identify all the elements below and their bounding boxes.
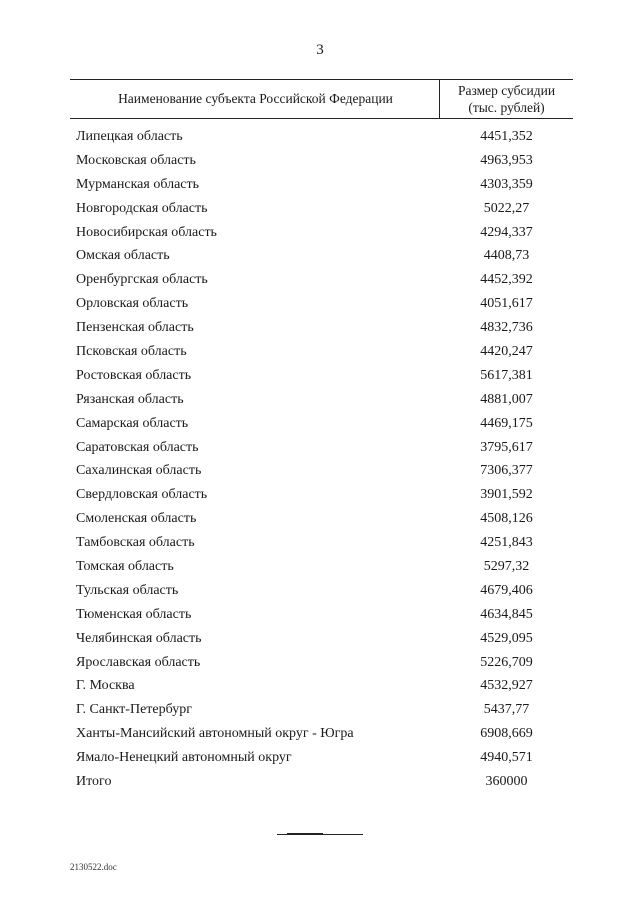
subsidy-value: 360000	[485, 773, 528, 789]
region-name: Тюменская область	[76, 606, 192, 622]
subsidy-value: 4451,352	[480, 128, 533, 144]
region-name: Г. Санкт-Петербург	[76, 702, 192, 718]
table-row	[70, 579, 573, 603]
table-row	[70, 507, 573, 531]
region-name: Оренбургская область	[76, 272, 208, 288]
region-name: Смоленская область	[76, 511, 197, 527]
subsidy-value: 4532,927	[480, 678, 533, 694]
table-row	[70, 627, 573, 651]
table-row	[70, 555, 573, 579]
table-row	[70, 173, 573, 197]
column-header-value-line1: Размер субсидии	[457, 83, 556, 98]
table-row	[70, 364, 573, 388]
table-row	[70, 770, 573, 794]
table-row	[70, 746, 573, 770]
table-row	[70, 698, 573, 722]
region-name: Омская область	[76, 248, 170, 264]
table-row	[70, 197, 573, 221]
region-name: Челябинская область	[76, 630, 202, 646]
end-divider-bold	[287, 833, 323, 835]
subsidy-value: 4529,095	[480, 630, 533, 646]
region-name: Г. Москва	[76, 678, 135, 694]
region-name: Самарская область	[76, 415, 189, 431]
subsidy-value: 5226,709	[480, 654, 533, 670]
table-row	[70, 292, 573, 316]
region-name: Саратовская область	[76, 439, 199, 455]
table-row	[70, 603, 573, 627]
table-row	[70, 459, 573, 483]
subsidy-value: 4294,337	[480, 224, 533, 240]
table-row	[70, 340, 573, 364]
region-name: Псковская область	[76, 343, 187, 359]
region-name: Итого	[76, 773, 112, 789]
subsidy-table	[70, 79, 573, 794]
table-row	[70, 651, 573, 675]
region-name: Ямало-Ненецкий автономный округ	[76, 750, 292, 766]
table-row	[70, 221, 573, 245]
table-header	[70, 79, 573, 119]
region-name: Сахалинская область	[76, 463, 202, 479]
table-row	[70, 674, 573, 698]
region-name: Ростовская область	[76, 367, 192, 383]
region-name: Ханты-Мансийский автономный округ - Югра	[76, 726, 354, 742]
table-row	[70, 244, 573, 268]
column-header-value	[439, 80, 573, 118]
table-row	[70, 412, 573, 436]
subsidy-value: 4051,617	[480, 296, 533, 312]
region-name: Ярославская область	[76, 654, 201, 670]
table-row	[70, 316, 573, 340]
region-name: Рязанская область	[76, 391, 184, 407]
subsidy-value: 5437,77	[483, 702, 530, 718]
subsidy-value: 4963,953	[480, 152, 533, 168]
subsidy-value: 7306,377	[480, 463, 533, 479]
table-row	[70, 268, 573, 292]
subsidy-value: 5617,381	[480, 367, 533, 383]
page-number: 3	[316, 42, 324, 58]
subsidy-value: 4634,845	[480, 606, 533, 622]
subsidy-value: 4251,843	[480, 535, 533, 551]
subsidy-value: 3795,617	[480, 439, 533, 455]
region-name: Пензенская область	[76, 320, 194, 336]
region-name: Свердловская область	[76, 487, 208, 503]
subsidy-value: 4832,736	[480, 320, 533, 336]
table-row	[70, 149, 573, 173]
subsidy-value: 5022,27	[483, 200, 530, 216]
region-name: Новосибирская область	[76, 224, 217, 240]
table-row	[70, 125, 573, 149]
subsidy-value: 4303,359	[480, 176, 533, 192]
subsidy-value: 4420,247	[480, 343, 533, 359]
column-header-value-line2: (тыс. рублей)	[468, 100, 545, 115]
region-name: Липецкая область	[76, 128, 183, 144]
table-row	[70, 483, 573, 507]
subsidy-value: 4881,007	[480, 391, 533, 407]
region-name: Мурманская область	[76, 176, 200, 192]
subsidy-value: 5297,32	[483, 558, 530, 574]
subsidy-value: 6908,669	[480, 726, 533, 742]
region-name: Новгородская область	[76, 200, 208, 216]
column-header-name: Наименование субъекта Российской Федерации	[118, 91, 393, 106]
subsidy-value: 4508,126	[480, 511, 533, 527]
region-name: Тульская область	[76, 582, 179, 598]
table-row	[70, 436, 573, 460]
table-body	[70, 125, 573, 794]
subsidy-value: 4452,392	[480, 272, 533, 288]
subsidy-value: 4469,175	[480, 415, 533, 431]
table-row	[70, 531, 573, 555]
table-row	[70, 722, 573, 746]
subsidy-value: 4408,73	[483, 248, 530, 264]
document-id: 2130522.doc	[70, 862, 117, 872]
subsidy-value: 4679,406	[480, 582, 533, 598]
region-name: Томская область	[76, 558, 174, 574]
region-name: Московская область	[76, 152, 196, 168]
table-row	[70, 388, 573, 412]
region-name: Орловская область	[76, 296, 189, 312]
region-name: Тамбовская область	[76, 535, 195, 551]
subsidy-value: 4940,571	[480, 750, 533, 766]
subsidy-value: 3901,592	[480, 487, 533, 503]
